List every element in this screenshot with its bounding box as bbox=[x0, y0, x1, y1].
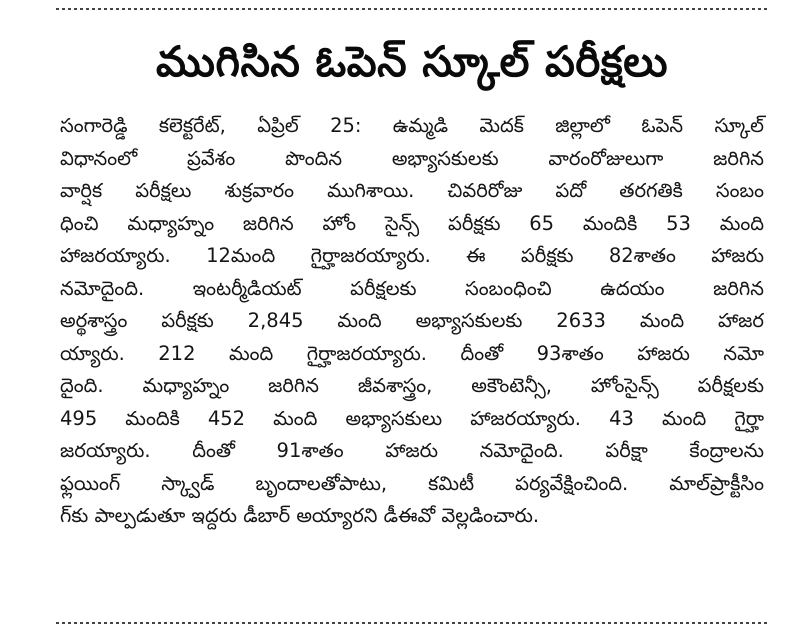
top-dashed-rule bbox=[56, 8, 768, 10]
article-line: దైంది. మధ్యాహ్నం జరిగిన జీవశాస్త్రం, అకౌంటెన్సీ, హోంసైన్స్ పరీక్షలకు bbox=[60, 374, 764, 397]
article-line: ఫ్లయింగ్ స్క్వాడ్ బృందాలతోపాటు, కమిటీ పర్యవేక్షించింది. మాల్‌ప్రాక్టీసిం bbox=[60, 471, 764, 495]
article-line: హాజరయ్యారు. 12మంది గైర్హాజరయ్యారు. ఈ పరీక్షకు 82శాతం హాజరు bbox=[60, 244, 764, 267]
article-body bbox=[56, 110, 768, 533]
article-line: వార్షిక పరీక్షలు శుక్రవారం ముగిశాయి. చివరిరోజు పదో తరగతికి సంబం bbox=[60, 179, 764, 202]
article-line: 495 మందికి 452 మంది అభ్యాసకులు హాజరయ్యారు. 43 మంది గైర్హా bbox=[60, 406, 764, 430]
article-line: విధానంలో ప్రవేశం పొందిన అభ్యాసకులకు వారంరోజులుగా జరిగిన bbox=[60, 146, 764, 170]
headline: ముగిసిన ఓపెన్ స్కూల్ పరీక్షలు bbox=[155, 37, 669, 86]
article-line: జరయ్యారు. దీంతో 91శాతం హాజరు నమోదైంది. పరీక్షా కేంద్రాలను bbox=[60, 439, 764, 462]
news-clipping bbox=[56, 24, 768, 614]
article-line-last: గ్‌కు పాల్పడుతూ ఇద్దరు డీబార్ అయ్యారని డీఈవో వెల్లడించారు. bbox=[60, 504, 540, 527]
article-line: నమోదైంది. ఇంటర్మీడియట్ పరీక్షలకు సంబంధించి ఉదయం జరిగిన bbox=[60, 276, 764, 300]
article-line: సంగారెడ్డి కలెక్టరేట్, ఏప్రిల్ 25: ఉమ్మడి మెదక్ జిల్లాలో ఓపెన్ స్కూల్ bbox=[60, 114, 764, 137]
article-line: ధించి మధ్యాహ్నం జరిగిన హోం సైన్స్ పరీక్షకు 65 మందికి 53 మంది bbox=[60, 211, 764, 235]
bottom-dashed-rule bbox=[56, 622, 768, 624]
article-line: య్యారు. 212 మంది గైర్హాజరయ్యారు. దీంతో 93శాతం హాజరు నమో bbox=[60, 341, 764, 365]
article-line: అర్థశాస్త్రం పరీక్షకు 2,845 మంది అభ్యాసకులకు 2633 మంది హాజర bbox=[60, 309, 764, 332]
